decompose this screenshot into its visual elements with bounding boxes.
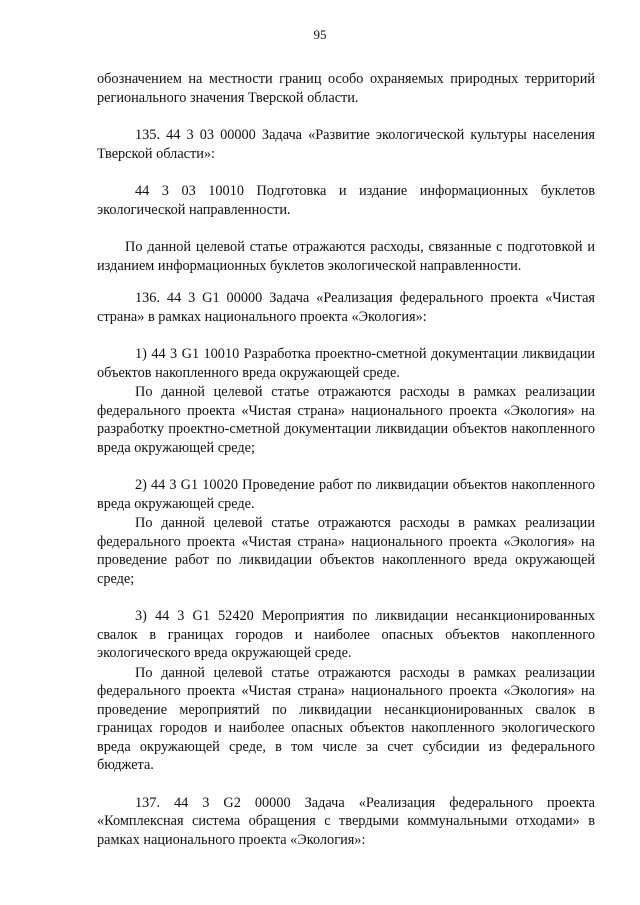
document-body (97, 70, 595, 849)
paragraph-item-1: 1) 44 3 G1 10010 Разработка проектно-сметной документации ликвидации объектов накопленного вреда окружающей среде. (97, 346, 595, 381)
paragraph-continuation: обозначением на местности границ особо охраняемых природных территорий регионального значения Тверской области. (97, 71, 595, 106)
paragraph-task-136: 136. 44 3 G1 00000 Задача «Реализация федерального проекта «Чистая страна» в рамках национального проекта «Экология»: (97, 290, 595, 325)
page-number: 95 (313, 27, 327, 42)
paragraph-code-440310010: 44 3 03 10010 Подготовка и издание информационных буклетов экологической направленности. (97, 183, 595, 218)
paragraph-task-137: 137. 44 3 G2 00000 Задача «Реализация федерального проекта «Комплексная система обращения с твердыми коммунальными отходами» в рамках национального проекта «Экология»: (97, 794, 595, 848)
paragraph-item-3: 3) 44 3 G1 52420 Мероприятия по ликвидации несанкционированных свалок в границах городов и наиболее опасных объектов накопленного экологического вреда окружающей среде. (97, 608, 595, 661)
paragraph-expense-item-2: По данной целевой статье отражаются расходы в рамках реализации федерального проекта «Чистая страна» национального проекта «Экология» на проведение работ по ликвидации объектов накопленного вреда окружающей среде; (97, 515, 595, 587)
paragraph-expense-item-1: По данной целевой статье отражаются расходы в рамках реализации федерального проекта «Чистая страна» национального проекта «Экология» на разработку проектно-сметной документации ликвидации объектов накопленного вреда окружающей среде; (97, 384, 595, 456)
paragraph-task-135: 135. 44 3 03 00000 Задача «Развитие экологической культуры населения Тверской области»: (97, 127, 595, 162)
paragraph-expense-item-3: По данной целевой статье отражаются расходы в рамках реализации федерального проекта «Чистая страна» национального проекта «Экология» на проведение мероприятий по ликвидации несанкционированных свалок в границах городов и наиболее опасных объектов накопленного экологического вреда окружающей среде, в том числе за счет субсидии из федерального бюджета. (97, 664, 595, 773)
paragraph-expense-booklets: По данной целевой статье отражаются расходы, связанные с подготовкой и изданием информационных буклетов экологической направленности. (97, 239, 595, 274)
paragraph-item-2: 2) 44 3 G1 10020 Проведение работ по ликвидации объектов накопленного вреда окружающей среде. (97, 477, 595, 512)
